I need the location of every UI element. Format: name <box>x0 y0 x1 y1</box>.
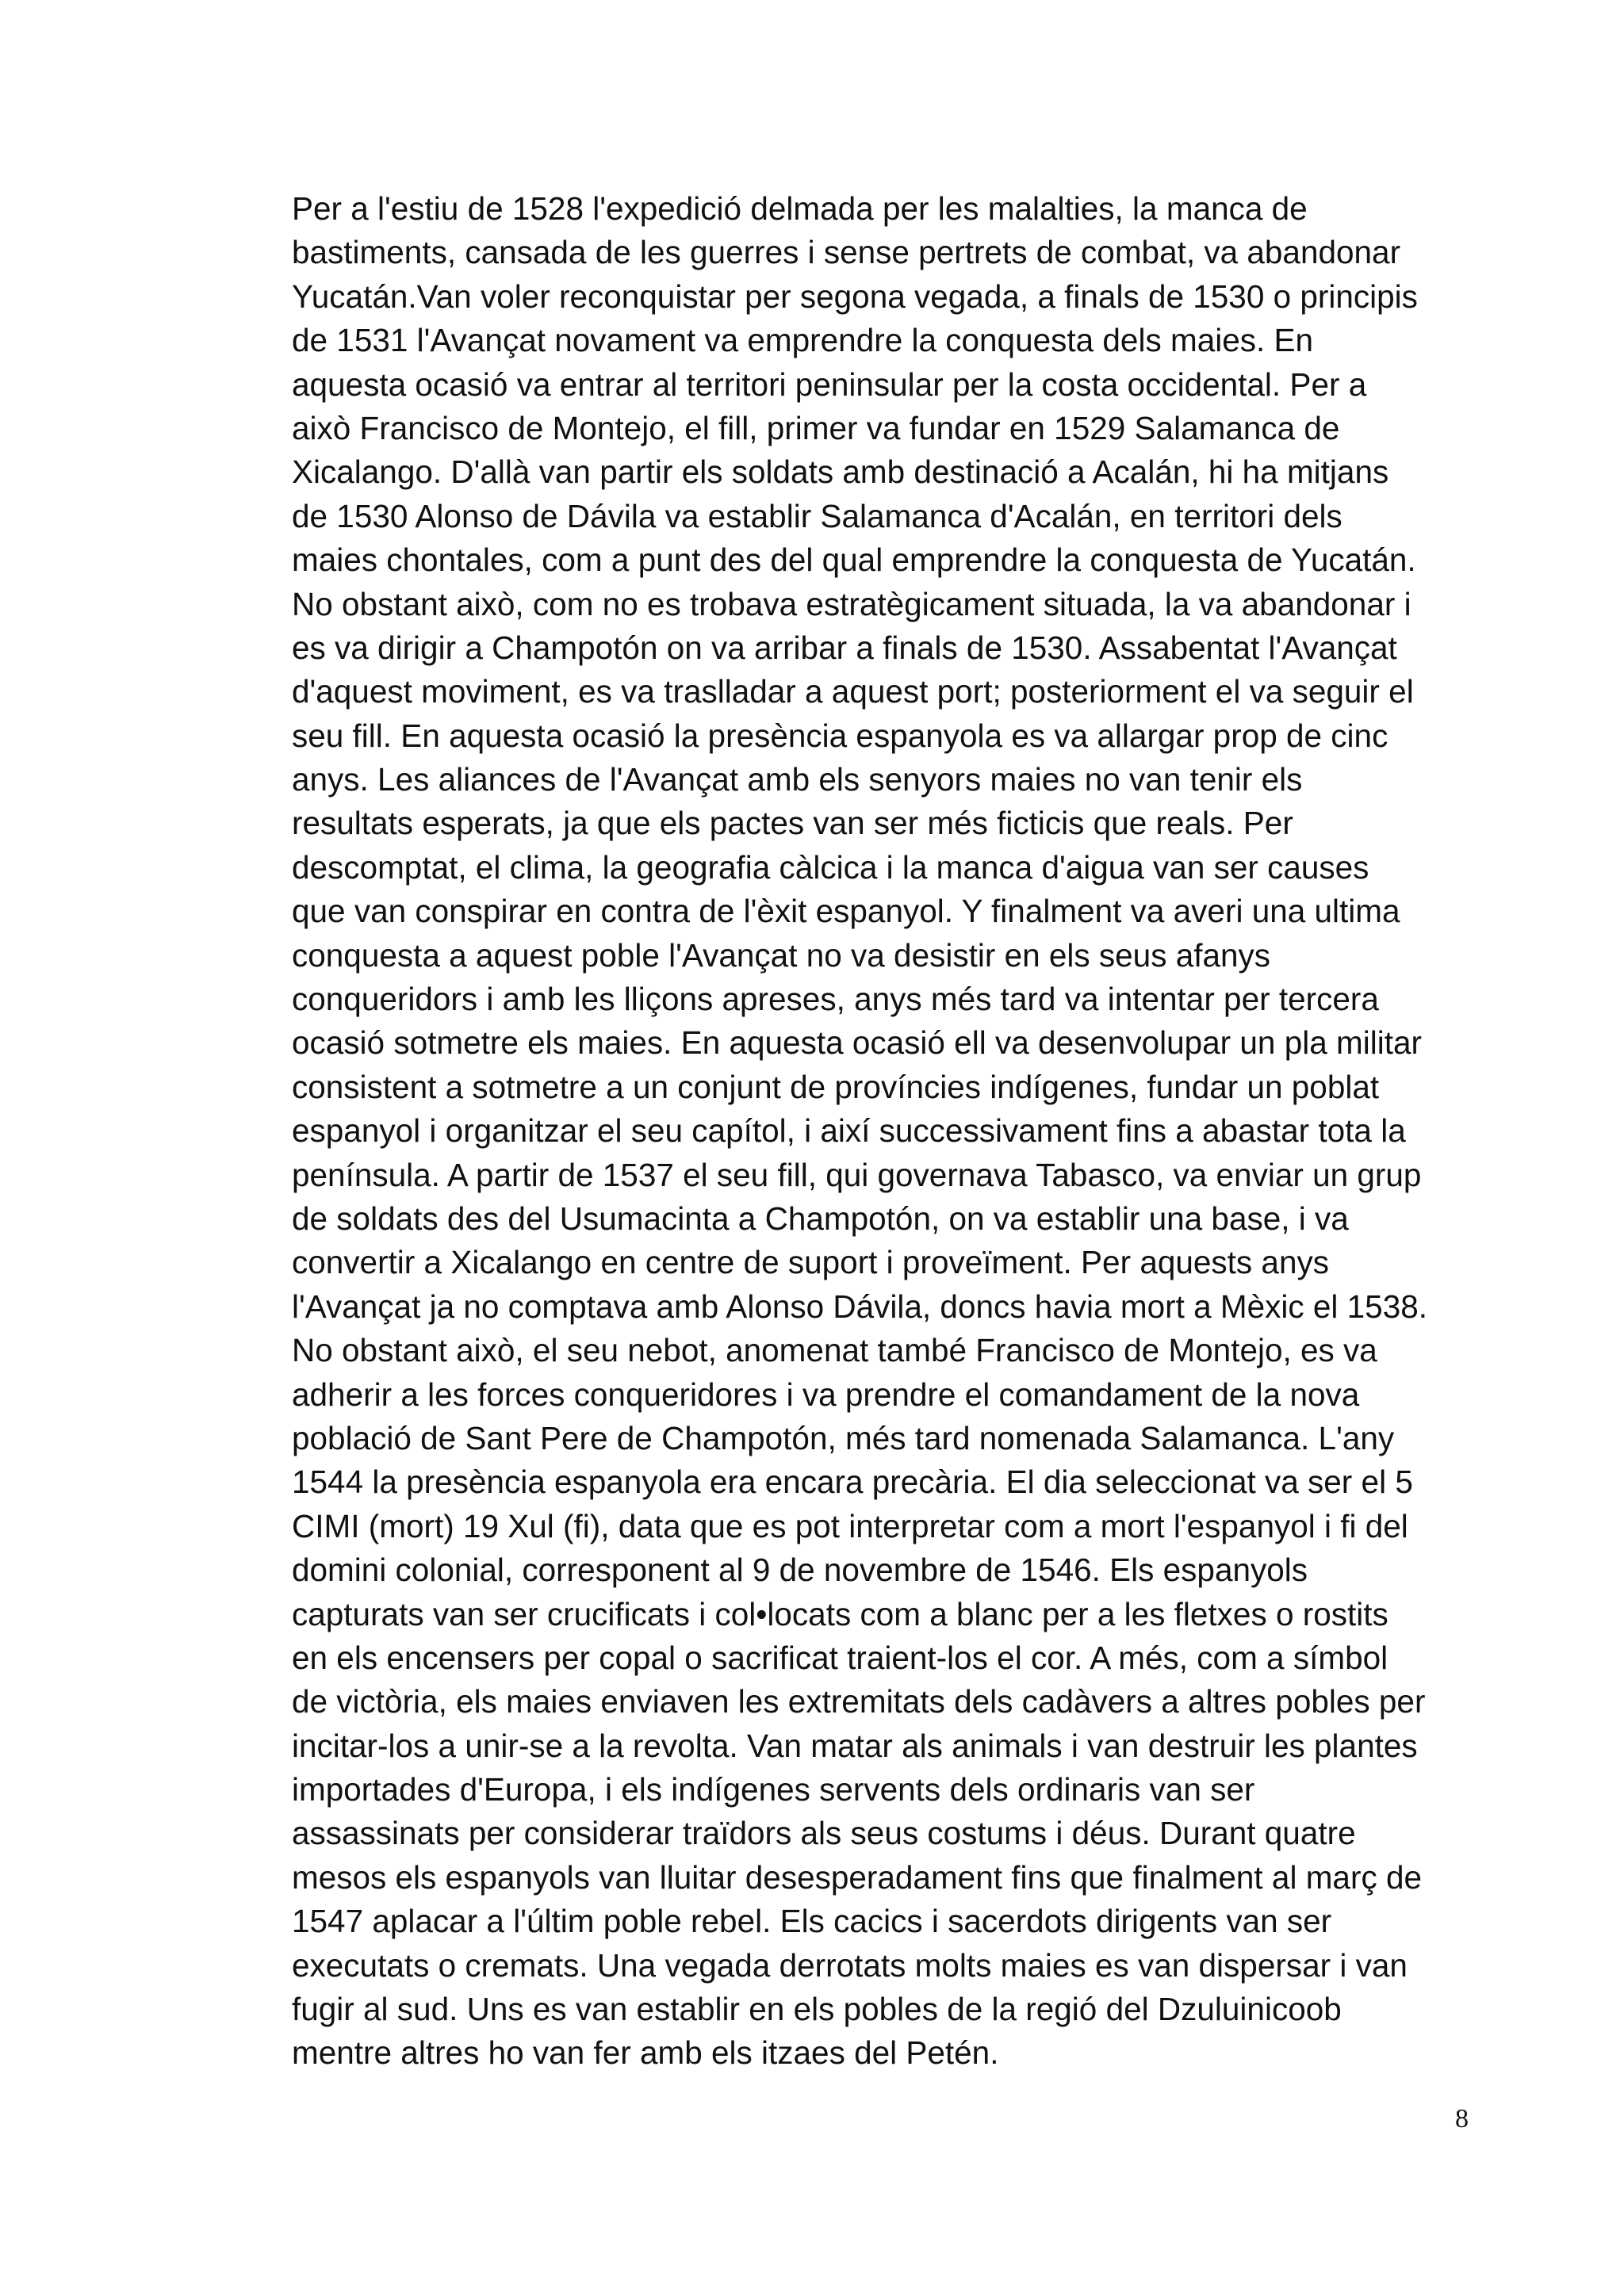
text-line: adherir a les forces conqueridores i va prendre el comandament de la nova <box>292 1376 1360 1413</box>
text-line: Per a l'estiu de 1528 l'expedició delmada per les malalties, la manca de <box>292 190 1308 227</box>
text-line: en els encensers per copal o sacrificat traient-los el cor. A més, com a símbol <box>292 1639 1388 1676</box>
body-paragraph <box>292 187 1465 2076</box>
text-line: fugir al sud. Uns es van establir en els pobles de la regió del Dzuluinicoob <box>292 1991 1342 2028</box>
text-line: bastiments, cansada de les guerres i sense pertrets de combat, va abandonar <box>292 234 1401 271</box>
text-line: executats o cremats. Una vegada derrotats molts maies es van dispersar i van <box>292 1946 1408 1984</box>
text-line: resultats esperats, ja que els pactes van ser més ficticis que reals. Per <box>292 805 1293 842</box>
text-line: ocasió sotmetre els maies. En aquesta ocasió ell va desenvolupar un pla militar <box>292 1024 1422 1062</box>
text-line: capturats van ser crucificats i col•locats com a blanc per a les fletxes o rostits <box>292 1595 1388 1632</box>
text-line: de soldats des del Usumacinta a Champotón, on va establir una base, i va <box>292 1200 1349 1237</box>
text-line: 1544 la presència espanyola era encara precària. El dia seleccionat va ser el 5 <box>292 1464 1413 1501</box>
text-line: de 1531 l'Avançat novament va emprendre la conquesta dels maies. En <box>292 322 1314 359</box>
text-line: aquesta ocasió va entrar al territori peninsular per la costa occidental. Per a <box>292 365 1367 403</box>
text-line: conqueridors i amb les lliçons apreses, anys més tard va intentar per tercera <box>292 981 1379 1018</box>
text-line: espanyol i organitzar el seu capítol, i així successivament fins a abastar tota la <box>292 1112 1406 1150</box>
text-line: 1547 aplacar a l'últim poble rebel. Els cacics i sacerdots dirigents van ser <box>292 1903 1332 1940</box>
text-line: No obstant això, el seu nebot, anomenat també Francisco de Montejo, es va <box>292 1332 1377 1369</box>
text-line: que van conspirar en contra de l'èxit espanyol. Y finalment va averi una ultima <box>292 893 1400 930</box>
text-line: mentre altres ho van fer amb els itzaes del Petén. <box>292 2034 999 2072</box>
text-line: d'aquest moviment, es va traslladar a aquest port; posteriorment el va seguir el <box>292 673 1414 710</box>
text-line: CIMI (mort) 19 Xul (fi), data que es pot interpretar com a mort l'espanyol i fi del <box>292 1507 1408 1544</box>
text-line: de 1530 Alonso de Dávila va establir Salamanca d'Acalán, en territori dels <box>292 497 1342 534</box>
text-line: població de Sant Pere de Champotón, més tard nomenada Salamanca. L'any <box>292 1419 1395 1456</box>
text-line: maies chontales, com a punt des del qual emprendre la conquesta de Yucatán. <box>292 541 1416 579</box>
text-line: es va dirigir a Champotón on va arribar a finals de 1530. Assabentat l'Avançat <box>292 629 1397 666</box>
text-line: Yucatán.Van voler reconquistar per segona vegada, a finals de 1530 o principis <box>292 277 1418 315</box>
text-line: domini colonial, corresponent al 9 de novembre de 1546. Els espanyols <box>292 1552 1308 1589</box>
text-line: l'Avançat ja no comptava amb Alonso Dávila, doncs havia mort a Mèxic el 1538. <box>292 1288 1427 1325</box>
text-line: península. A partir de 1537 el seu fill, qui governava Tabasco, va enviar un grup <box>292 1156 1422 1193</box>
text-line: això Francisco de Montejo, el fill, primer va fundar en 1529 Salamanca de <box>292 409 1340 446</box>
text-line: incitar-los a unir-se a la revolta. Van matar als animals i van destruir les plantes <box>292 1727 1418 1764</box>
text-line: No obstant això, com no es trobava estratègicament situada, la va abandonar i <box>292 585 1411 622</box>
text-line: anys. Les aliances de l'Avançat amb els senyors maies no van tenir els <box>292 761 1303 798</box>
text-line: mesos els espanyols van lluitar desesperadament fins que finalment al març de <box>292 1858 1422 1896</box>
text-line: descomptat, el clima, la geografia càlcica i la manca d'aigua van ser causes <box>292 848 1369 886</box>
text-line: conquesta a aquest poble l'Avançat no va desistir en els seus afanys <box>292 936 1271 974</box>
text-line: assassinats per considerar traïdors als seus costums i déus. Durant quatre <box>292 1815 1356 1852</box>
text-line: importades d'Europa, i els indígenes servents dels ordinaris van ser <box>292 1771 1255 1808</box>
text-line: convertir a Xicalango en centre de suport i proveïment. Per aquests anys <box>292 1244 1329 1281</box>
page-number: 8 <box>1455 2104 1469 2133</box>
text-line: consistent a sotmetre a un conjunt de províncies indígenes, fundar un poblat <box>292 1068 1380 1105</box>
text-line: seu fill. En aquesta ocasió la presència espanyola es va allargar prop de cinc <box>292 717 1388 754</box>
text-line: Xicalango. D'allà van partir els soldats amb destinació a Acalán, hi ha mitjans <box>292 453 1389 491</box>
text-line: de victòria, els maies enviaven les extremitats dels cadàvers a altres pobles per <box>292 1683 1426 1720</box>
